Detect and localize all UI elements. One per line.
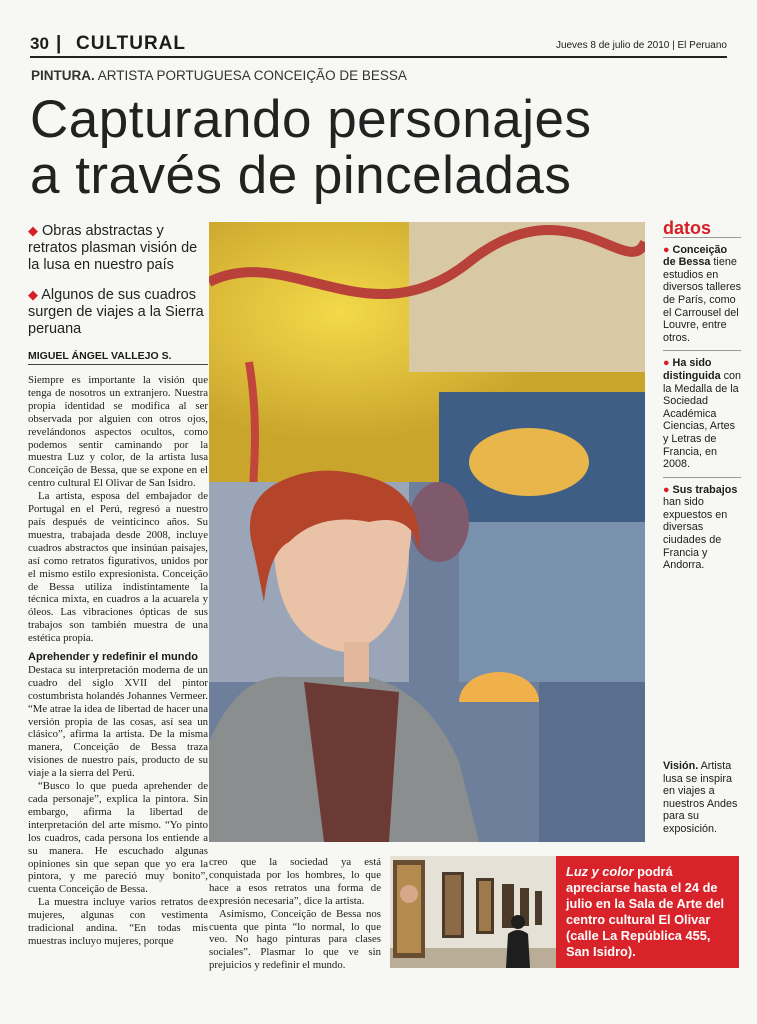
datos-item-text: tiene estudios en diversos talleres de París, como el Carrousel del Louvre, entre otros.	[663, 256, 742, 344]
paragraph: Siempre es importante la visión que tenga de nosotros un extranjero. Nuestra propia identidad se modifica al ser observada por alguien con otros ojos, revelándonos aspectos ocultos, como podemos sentir caminando por la muestra Luz y color, de la artista lusa Conceição de Bessa, que se expone en el centro cultural El Olivar de San Isidro.	[28, 374, 208, 490]
paragraph: creo que la sociedad ya está conquistada por los hombres, lo que hace a esos retratos una forma de expresión necesaria”, dice la artista.	[209, 856, 381, 907]
headline-line-1: Capturando personajes	[30, 90, 592, 149]
byline: MIGUEL ÁNGEL VALLEJO S.	[28, 350, 208, 365]
paragraph: “Busco lo que pueda aprehender de cada personaje”, explica la pintora. Sin embargo, afirma la libertad de interpretación del arte mismo. “Yo pinto los cuadros, cada persona los entiende a su manera. He escuchado algunas opiniones sin que sepan que yo era la pintora, y me pareció muy bonito”, cuenta Conceição de Bessa.	[28, 780, 208, 896]
painting-background	[209, 222, 645, 842]
bullet-2	[28, 286, 208, 338]
bullet-dot-icon: ●	[663, 483, 670, 496]
paragraph: Destaca su interpretación moderna de un cuadro del siglo XVII del pintor costumbrista holandés Johannes Vermeer. “Me atrae la idea de libertad de hacer una versión propia de las cosas, así sea un clásico”, afirma la artista. De la misma manera, Conceição de Bessa traza visiones de nuestro país, producto de su viaje a la sierra del Perú.	[28, 663, 208, 780]
datos-item	[663, 357, 741, 470]
header-divider: |	[56, 33, 62, 54]
datos-item	[663, 484, 741, 572]
bullet-text: Algunos de sus cuadros surgen de viajes a la Sierra peruana	[28, 287, 204, 337]
diamond-icon: ◆	[28, 287, 38, 302]
divider	[663, 350, 741, 351]
body-column-2	[209, 856, 381, 972]
headline	[30, 92, 730, 204]
paragraph: La muestra incluye varios retratos de mujeres, algunas con vestimenta tradicional andina. “En todas mis muestras incluyo mujeres, porque	[28, 896, 208, 947]
datos-item-lead: Ha sido distinguida	[663, 357, 721, 382]
dateline: Jueves 8 de julio de 2010 | El Peruano	[555, 40, 727, 51]
datos-item-text: han sido expuestos en diversas ciudades de Francia y Andorra.	[663, 496, 728, 572]
kicker-text: ARTISTA PORTUGUESA CONCEIÇÃO DE BESSA	[97, 68, 407, 83]
exhibition-info: podrá apreciarse hasta el 24 de julio en la Sala de Arte del centro cultural El Olivar (calle La República 455, San Isidro).	[566, 864, 725, 959]
subhead: Aprehender y redefinir el mundo	[28, 651, 198, 664]
artist-photo	[209, 222, 645, 842]
caption-label: Visión.	[663, 760, 699, 772]
kicker-label: PINTURA.	[31, 68, 95, 83]
section-title: CULTURAL	[76, 33, 187, 54]
body-column-1	[28, 374, 208, 948]
page-header	[30, 34, 727, 58]
kicker	[31, 68, 407, 83]
gallery-illustration	[390, 856, 556, 968]
paragraph: La artista, esposa del embajador de Portugal en el Perú, regresó a nuestro país después de veinticinco años. Su muestra, trabajada desde 2008, incluye cuadros abstractos que insinúan paisajes, así como retratos figurativos, unidos por el mismo estilo expresionista. Conceição de Bessa utiliza indistintamente la técnica mixta, en cuadros a la acuarela y óleos. Las vibraciones ópticas de sus trabajos son también muestra de una estética propia.	[28, 490, 208, 645]
datos-item	[663, 244, 741, 345]
bullet-text: Obras abstractas y retratos plasman visión de la lusa en nuestro país	[28, 223, 198, 273]
paragraph: Asimismo, Conceição de Bessa nos cuenta que pinta “lo normal, lo que veo. No hago pinturas para clases sociales”. Plasmar lo que ve sin prejuicios y redefinir el mundo.	[209, 907, 381, 972]
bullet-1	[28, 222, 208, 274]
divider	[663, 477, 741, 478]
datos-item-lead: Conceição de Bessa	[663, 243, 728, 269]
bullet-dot-icon: ●	[663, 243, 670, 256]
photo-caption	[663, 760, 743, 836]
caption-text: Artista lusa se inspira en viajes a nuestros Andes para su exposición.	[663, 760, 738, 835]
bullet-dot-icon: ●	[663, 357, 670, 370]
diamond-icon: ◆	[28, 223, 38, 238]
page-number: 30	[30, 34, 49, 53]
datos-item-lead: Sus trabajos	[672, 483, 738, 496]
gallery-photo	[390, 856, 556, 968]
headline-line-2: a través de pinceladas	[30, 146, 572, 205]
datos-item-text: con la Medalla de la Sociedad Académica Ciencias, Artes y Letras de Francia, en 2008.	[663, 369, 742, 471]
exhibition-info-box	[556, 856, 739, 968]
datos-title: datos	[663, 222, 741, 238]
exhibition-name: Luz y color	[566, 864, 634, 879]
datos-sidebar	[663, 218, 742, 572]
